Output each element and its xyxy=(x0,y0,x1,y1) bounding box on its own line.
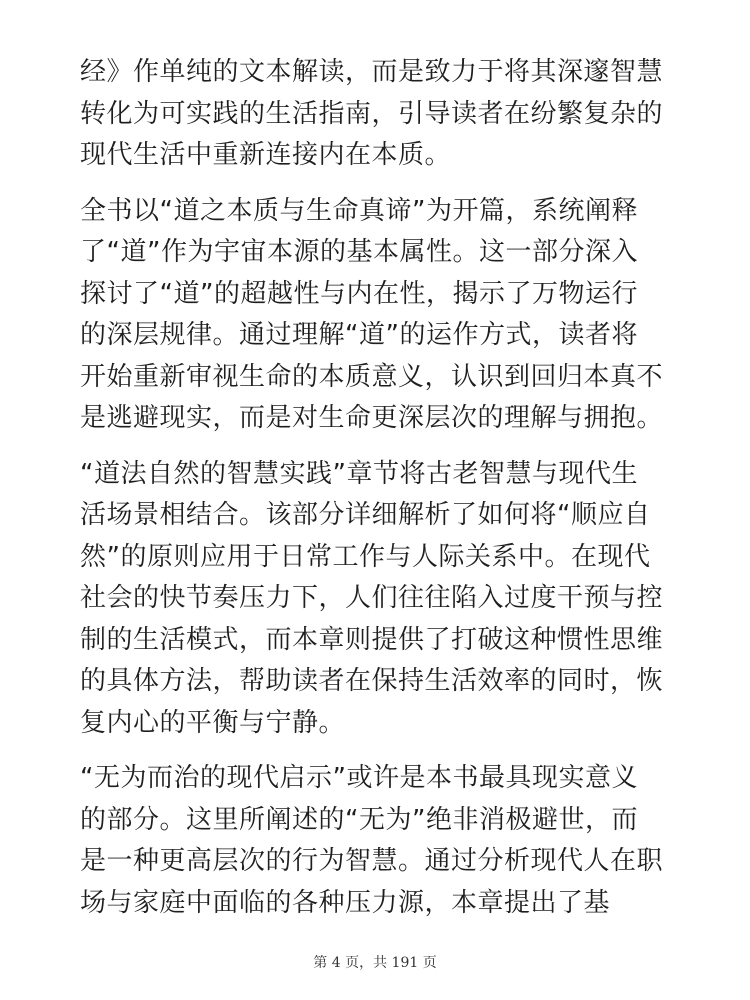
paragraph xyxy=(80,758,680,924)
paragraph-gap xyxy=(80,177,680,191)
paragraph-gap xyxy=(80,744,680,758)
text-line: “道法自然的智慧实践”章节将古老智慧与现代生 xyxy=(80,458,638,489)
text-line: 探讨了“道”的超越性与内在性，揭示了万物运行 xyxy=(80,278,638,309)
text-line: 场与家庭中面临的各种压力源，本章提出了基 xyxy=(80,887,611,918)
text-line: 经》作单纯的文本解读，而是致力于将其深邃智慧 xyxy=(80,57,664,87)
paragraph-gap xyxy=(80,440,680,454)
paragraph xyxy=(80,52,680,177)
text-line: 然”的原则应用于日常工作与人际关系中。在现代 xyxy=(80,541,651,572)
body-text xyxy=(80,52,680,924)
text-line: 是逃避现实，而是对生命更深层次的理解与拥抱。 xyxy=(80,403,664,433)
text-line: 全书以“道之本质与生命真谛”为开篇，系统阐释 xyxy=(80,195,638,226)
paragraph xyxy=(80,191,680,440)
text-line: 了“道”作为宇宙本源的基本属性。这一部分深入 xyxy=(80,237,638,267)
page-number-footer: 第 4 页，共 191 页 xyxy=(313,955,437,971)
text-line: 是一种更高层次的行为智慧。通过分析现代人在职 xyxy=(80,846,664,876)
text-line: 转化为可实践的生活指南，引导读者在纷繁复杂的 xyxy=(80,98,664,129)
text-line: 制的生活模式，而本章则提供了打破这种惯性思维 xyxy=(80,624,664,655)
text-line: 现代生活中重新连接内在本质。 xyxy=(80,140,452,170)
text-line: 的深层规律。通过理解“道”的运作方式，读者将 xyxy=(80,320,638,350)
text-line: 的部分。这里所阐述的“无为”绝非消极避世，而 xyxy=(80,804,638,835)
text-line: “无为而治的现代启示”或许是本书最具现实意义 xyxy=(80,763,638,793)
text-line: 开始重新审视生命的本质意义，认识到回归本真不 xyxy=(80,361,664,392)
text-line: 活场景相结合。该部分详细解析了如何将“顺应自 xyxy=(80,500,651,530)
text-line: 的具体方法，帮助读者在保持生活效率的同时，恢 xyxy=(80,666,664,696)
text-line: 社会的快节奏压力下，人们往往陷入过度干预与控 xyxy=(80,583,664,613)
paragraph xyxy=(80,454,680,745)
text-line: 复内心的平衡与宁静。 xyxy=(80,707,346,738)
